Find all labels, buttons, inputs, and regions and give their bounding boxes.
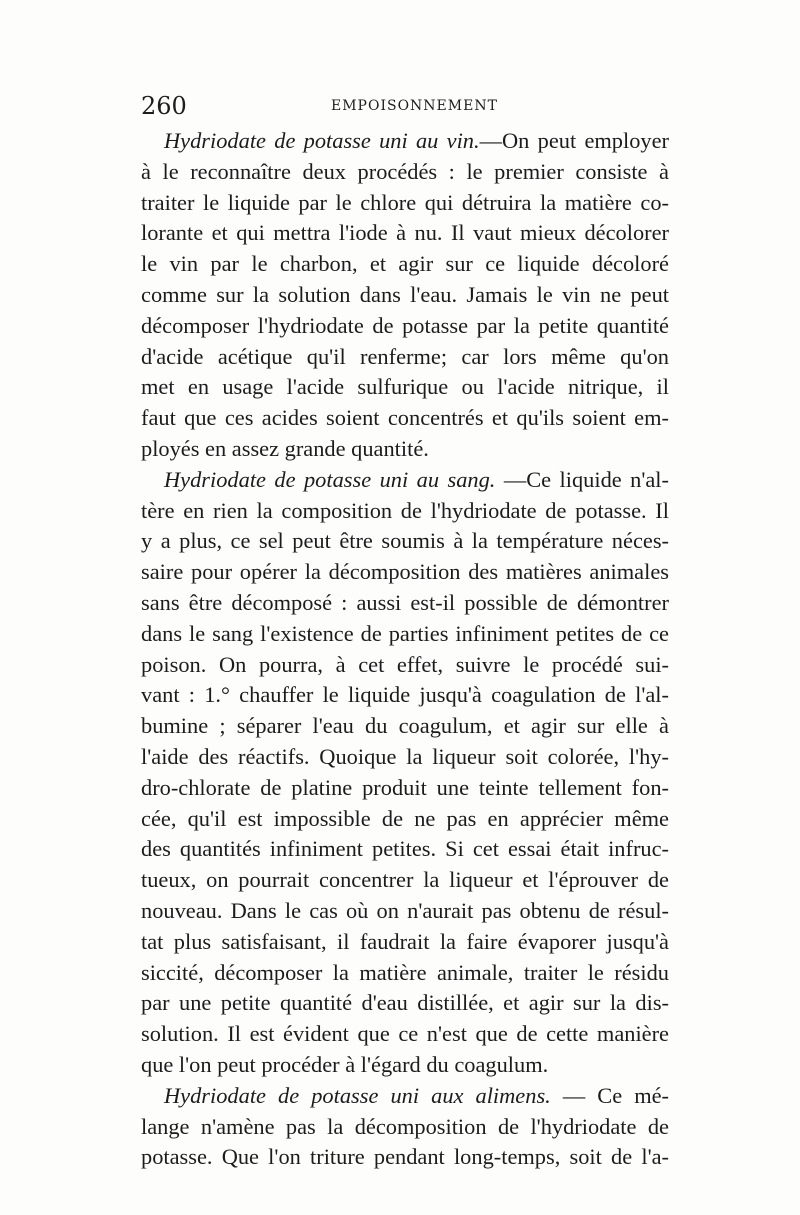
text-line: comme sur la solution dans l'eau. Jamais le vin ne peut (141, 281, 669, 307)
paragraph-heading-sang (141, 465, 669, 496)
text-line: cée, qu'il est impossible de ne pas en apprécier même (141, 805, 669, 831)
text-line: lorante et qui mettra l'iode à nu. Il vaut mieux décolorer (141, 220, 669, 246)
text-line: des quantités infiniment petites. Si cet essai était infruc- (141, 836, 669, 862)
text-fragment: —On peut employer (479, 128, 669, 153)
paragraph-heading-alimens (141, 1081, 669, 1112)
text-line: par une petite quantité d'eau distillée, et agir sur la dis- (141, 990, 669, 1016)
text-line: bumine ; séparer l'eau du coagulum, et agir sur elle à (141, 713, 669, 739)
text-line: siccité, décomposer la matière animale, traiter le résidu (141, 959, 669, 985)
text-line: met en usage l'acide sulfurique ou l'acide nitrique, il (141, 374, 669, 400)
text-line: d'acide acétique qu'il renferme; car lors même qu'on (141, 343, 669, 369)
text-line: vant : 1.° chauffer le liquide jusqu'à coagulation de l'al- (141, 682, 669, 708)
text-line: décomposer l'hydriodate de potasse par la petite quantité (141, 312, 669, 338)
running-title: EMPOISONNEMENT (331, 98, 498, 114)
text-line: dro-chlorate de platine produit une teinte tellement fon- (141, 774, 669, 800)
text-line: ployés en assez grande quantité. (141, 435, 429, 461)
text-line: à le reconnaître deux procédés : le premier consiste à (141, 158, 669, 184)
text-line: poison. On pourra, à cet effet, suivre le procédé sui- (141, 651, 669, 677)
text-fragment: — Ce mé- (550, 1082, 669, 1108)
text-line: saire pour opérer la décomposition des matières animales (141, 559, 669, 585)
text-line: sans être décomposé : aussi est-il possible de démontrer (141, 589, 669, 615)
text-line: le vin par le charbon, et agir sur ce liquide décoloré (141, 251, 669, 277)
text-line: traiter le liquide par le chlore qui détruira la matière co- (141, 189, 669, 215)
text-line: y a plus, ce sel peut être soumis à la température néces- (141, 528, 669, 554)
paragraph-heading-vin (141, 126, 669, 157)
section-title-sang: Hydriodate de potasse uni au sang. (164, 466, 496, 492)
text-line: faut que ces acides soient concentrés et qu'ils soient em- (141, 405, 669, 431)
text-line: que l'on peut procéder à l'égard du coagulum. (141, 1051, 549, 1077)
section-title-vin: Hydriodate de potasse uni au vin. (164, 128, 480, 153)
body-text (141, 126, 669, 1173)
text-line: potasse. Que l'on triture pendant long-temps, soit de l'a- (141, 1144, 669, 1170)
text-fragment: —Ce liquide n'al- (495, 466, 669, 492)
page-number: 260 (141, 92, 187, 120)
text-line: tère en rien la composition de l'hydriodate de potasse. Il (141, 497, 669, 523)
text-line: tat plus satisfaisant, il faudrait la faire évaporer jusqu'à (141, 928, 669, 954)
text-line: solution. Il est évident que ce n'est que de cette manière (141, 1021, 669, 1047)
text-line: tueux, on pourrait concentrer la liqueur et l'éprouver de (141, 867, 669, 893)
text-line: dans le sang l'existence de parties infiniment petites de ce (141, 620, 669, 646)
text-line: lange n'amène pas la décomposition de l'hydriodate de (141, 1113, 669, 1139)
text-line: l'aide des réactifs. Quoique la liqueur soit colorée, l'hy- (141, 743, 669, 769)
section-title-alimens: Hydriodate de potasse uni aux alimens. (164, 1082, 551, 1108)
text-line: nouveau. Dans le cas où on n'aurait pas obtenu de résul- (141, 897, 669, 923)
page-header (141, 92, 669, 122)
